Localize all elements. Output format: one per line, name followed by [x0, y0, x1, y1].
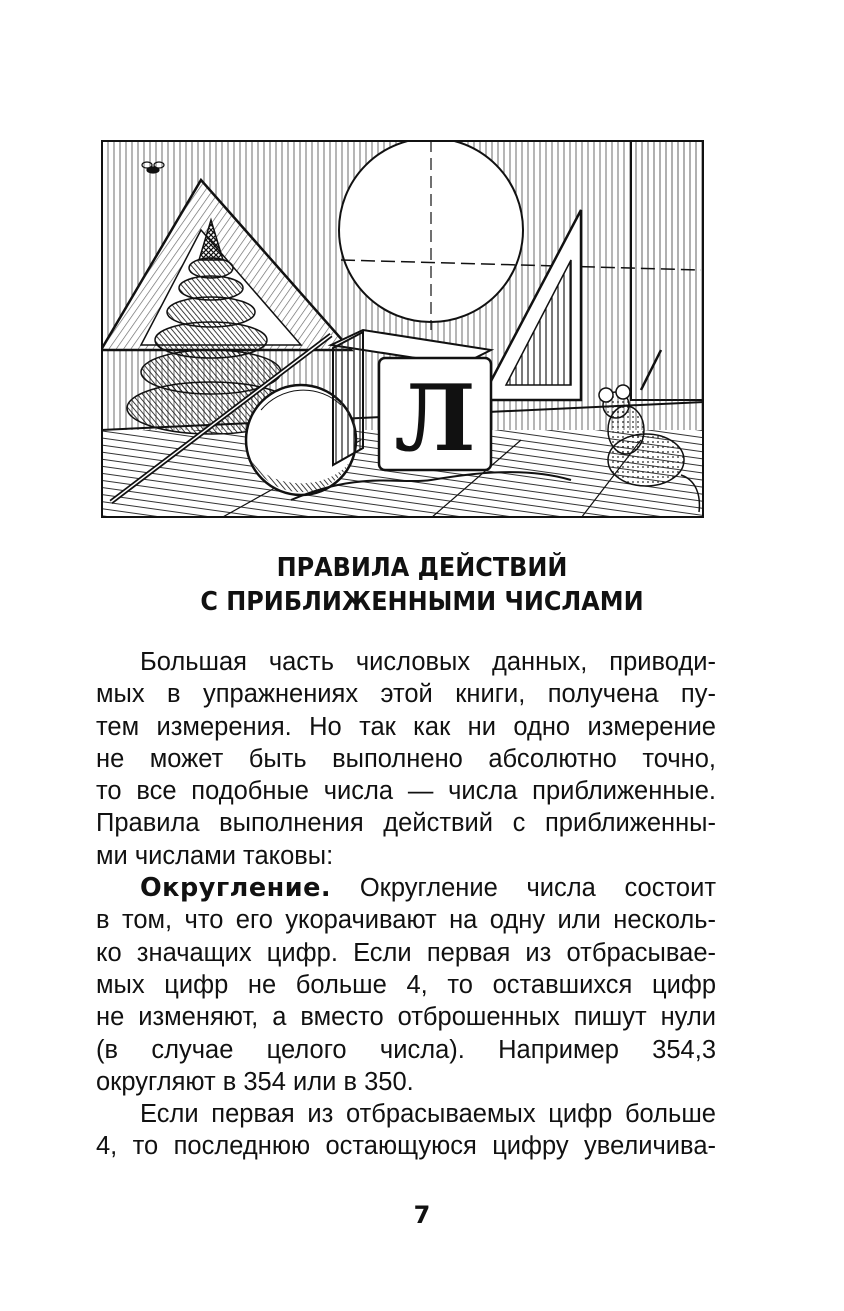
text-line: ко значащих цифр. Если первая из отбрасывае- [96, 938, 716, 967]
text-line-rest: Округление числа состоит [331, 874, 716, 903]
body-text [96, 646, 716, 1163]
text-line: 4, то последнюю остающуюся цифру увеличива- [96, 1132, 716, 1161]
section-title-line-2: С ПРИБЛИЖЕННЫМИ ЧИСЛАМИ [200, 587, 644, 617]
text-line-with-lead [96, 872, 716, 904]
text-line: округляют в 354 или в 350. [96, 1067, 414, 1096]
text-line: ми числами таковы: [96, 841, 334, 870]
text-line: не изменяют, а вместо отброшенных пишут нули [96, 1003, 716, 1032]
text-line: мых в упражнениях этой книги, получена пу- [96, 680, 716, 709]
text-line: Правила выполнения действий с приближенны- [96, 809, 716, 838]
page-number: 7 [413, 1201, 431, 1229]
letter-block [331, 330, 491, 472]
text-line: тем измерения. Но так как ни одно измерение [96, 712, 716, 741]
text-line: не может быть выполнено абсолютно точно, [96, 744, 716, 773]
chapter-illustration [101, 140, 704, 518]
section-title [0, 551, 844, 619]
text-line: Если первая из отбрасываемых цифр больше [140, 1100, 716, 1129]
section-title-line-1: ПРАВИЛА ДЕЙСТВИЙ [276, 553, 568, 583]
text-line: то все подобные числа — числа приближенные. [96, 777, 716, 806]
illustration-drawing [101, 140, 704, 518]
text-line: (в случае целого числа). Например 354,3 [96, 1035, 716, 1064]
text-line: в том, что его укорачивают на одну или несколь- [96, 906, 716, 935]
block-letter: Л [394, 364, 476, 472]
text-line: мых цифр не больше 4, то оставшихся цифр [96, 970, 716, 999]
text-line: Большая часть числовых данных, приводи- [140, 648, 716, 676]
paragraph-lead: Округление. [140, 873, 332, 904]
